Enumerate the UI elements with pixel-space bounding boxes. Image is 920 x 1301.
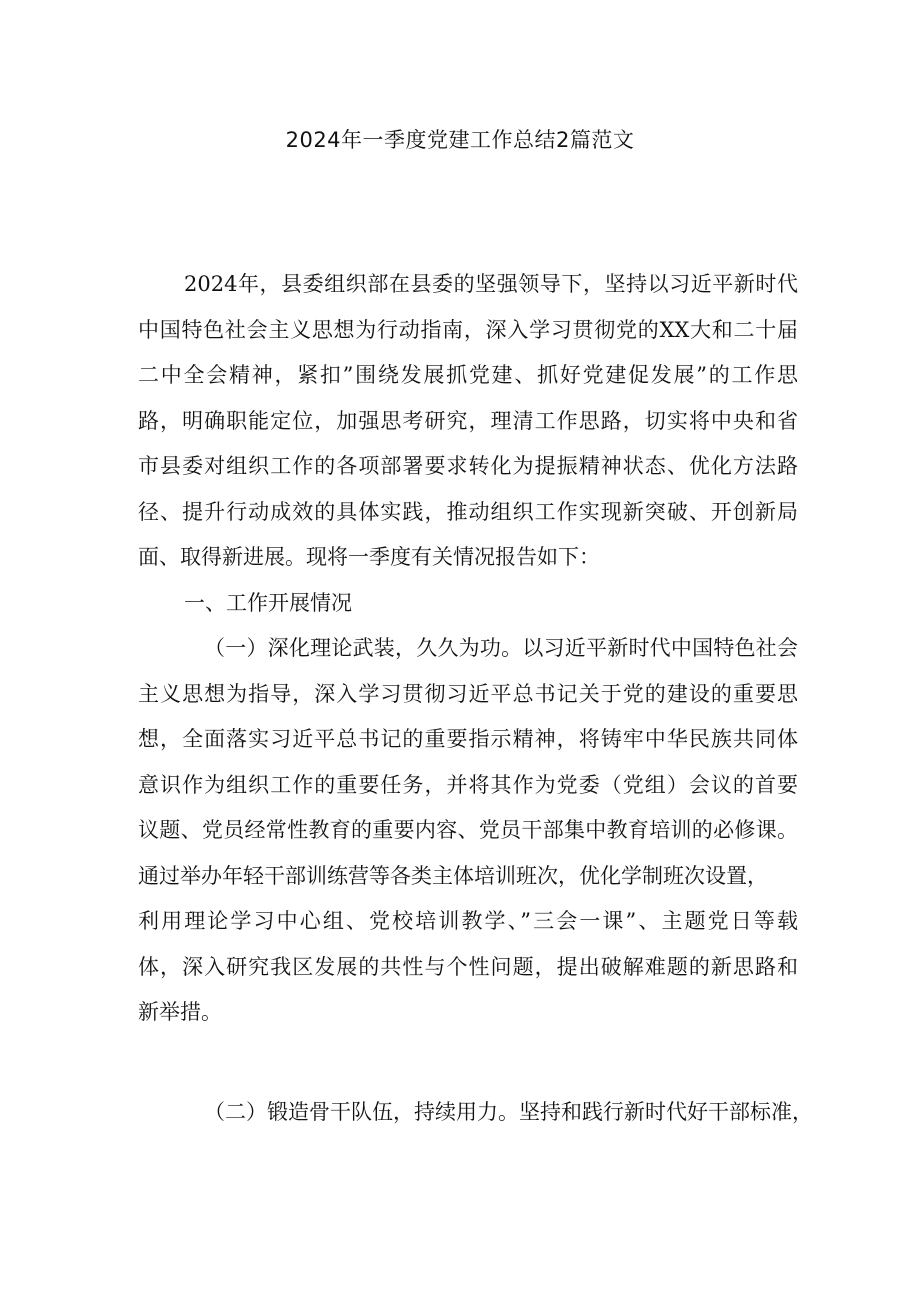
paragraph-line: 新举措。 — [138, 1000, 222, 1024]
paragraph-line: 面、取得新进展。现将一季度有关情况报告如下： — [138, 545, 600, 569]
subsection-2-paragraph — [138, 1090, 813, 1136]
paragraph-line: 意识作为组织工作的重要任务，并将其作为党委（党组）会议的首要 — [138, 772, 798, 797]
document-body — [138, 262, 813, 1135]
paragraph-line: 通过举办年轻干部训练营等各类主体培训班次，优化学制班次设置， — [138, 863, 768, 888]
paragraph-line: 议题、党员经常性教育的重要内容、党员干部集中教育培训的必修课。 — [138, 818, 798, 842]
paragraph-line: 想，全面落实习近平总书记的重要指示精神，将铸牢中华民族共同体 — [138, 727, 798, 751]
paragraph-line: 径、提升行动成效的具体实践，推动组织工作实现新突破、开创新局 — [138, 499, 798, 524]
section-heading: 一、工作开展情况 — [184, 590, 352, 615]
paragraph-line: 利用理论学习中心组、党校培训教学、”三会一课”、主题党日等载 — [138, 909, 798, 933]
subsection-1-paragraph — [138, 626, 798, 1036]
paragraph-line: 市县委对组织工作的各项部署要求转化为提振精神状态、优化方法路 — [138, 454, 798, 478]
intro-paragraph — [138, 262, 798, 581]
paragraph-line: 路，明确职能定位，加强思考研究，理清工作思路，切实将中央和省 — [138, 408, 798, 433]
paragraph-line: 中国特色社会主义思想为行动指南，深入学习贯彻党的XX大和二十届 — [138, 317, 798, 342]
document-title: 2024年一季度党建工作总结2篇范文 — [285, 128, 635, 152]
paragraph-gap — [138, 1036, 798, 1090]
paragraph-line: （一）深化理论武装，久久为功。以习近平新时代中国特色社会 — [204, 636, 798, 660]
paragraph-line: 主义思想为指导，深入学习贯彻习近平总书记关于党的建设的重要思 — [138, 681, 798, 706]
paragraph-line: 二中全会精神，紧扣”围绕发展抓党建、抓好党建促发展”的工作思 — [138, 363, 798, 387]
paragraph-line: 2024年，县委组织部在县委的坚强领导下，坚持以习近平新时代 — [184, 272, 798, 296]
paragraph-line: 体，深入研究我区发展的共性与个性问题，提出破解难题的新思路和 — [138, 954, 798, 979]
paragraph-line: （二）锻造骨干队伍，持续用力。坚持和践行新时代好干部标准， — [204, 1099, 813, 1124]
